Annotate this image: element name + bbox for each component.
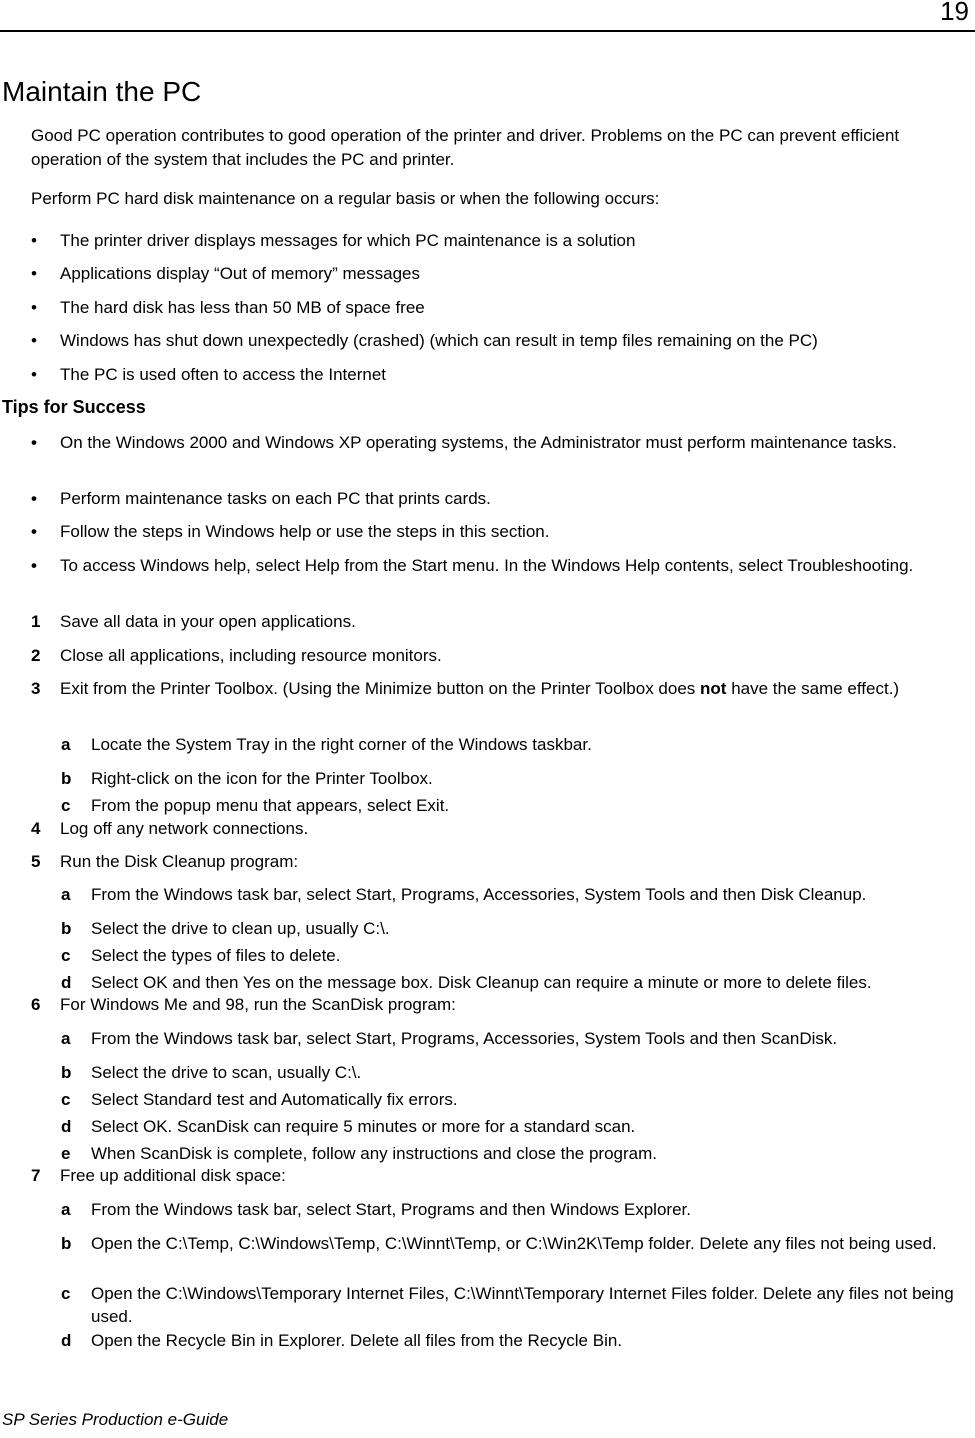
bullet-icon: •: [31, 264, 37, 283]
intro-paragraph: Perform PC hard disk maintenance on a regular basis or when the following occurs:: [31, 189, 660, 208]
bullet-icon: •: [31, 489, 37, 508]
footer-text: SP Series Production e-Guide: [2, 1410, 229, 1429]
bullet-icon: •: [31, 433, 37, 452]
bullet-icon: •: [31, 522, 37, 541]
bullet-icon: •: [31, 231, 37, 250]
bullet-icon: •: [31, 556, 37, 575]
page-number: 19: [940, 0, 969, 26]
bullet-icon: •: [31, 331, 37, 350]
header-rule: [0, 30, 975, 32]
intro-paragraph: Good PC operation contributes to good operation of the printer and driver. Problems on the PC can prevent efficient operation of the system that includes the PC and printer.: [31, 126, 900, 169]
page-title: Maintain the PC: [2, 76, 202, 107]
bullet-icon: •: [31, 365, 37, 384]
bullet-icon: •: [31, 298, 37, 317]
tips-heading: Tips for Success: [2, 397, 146, 417]
